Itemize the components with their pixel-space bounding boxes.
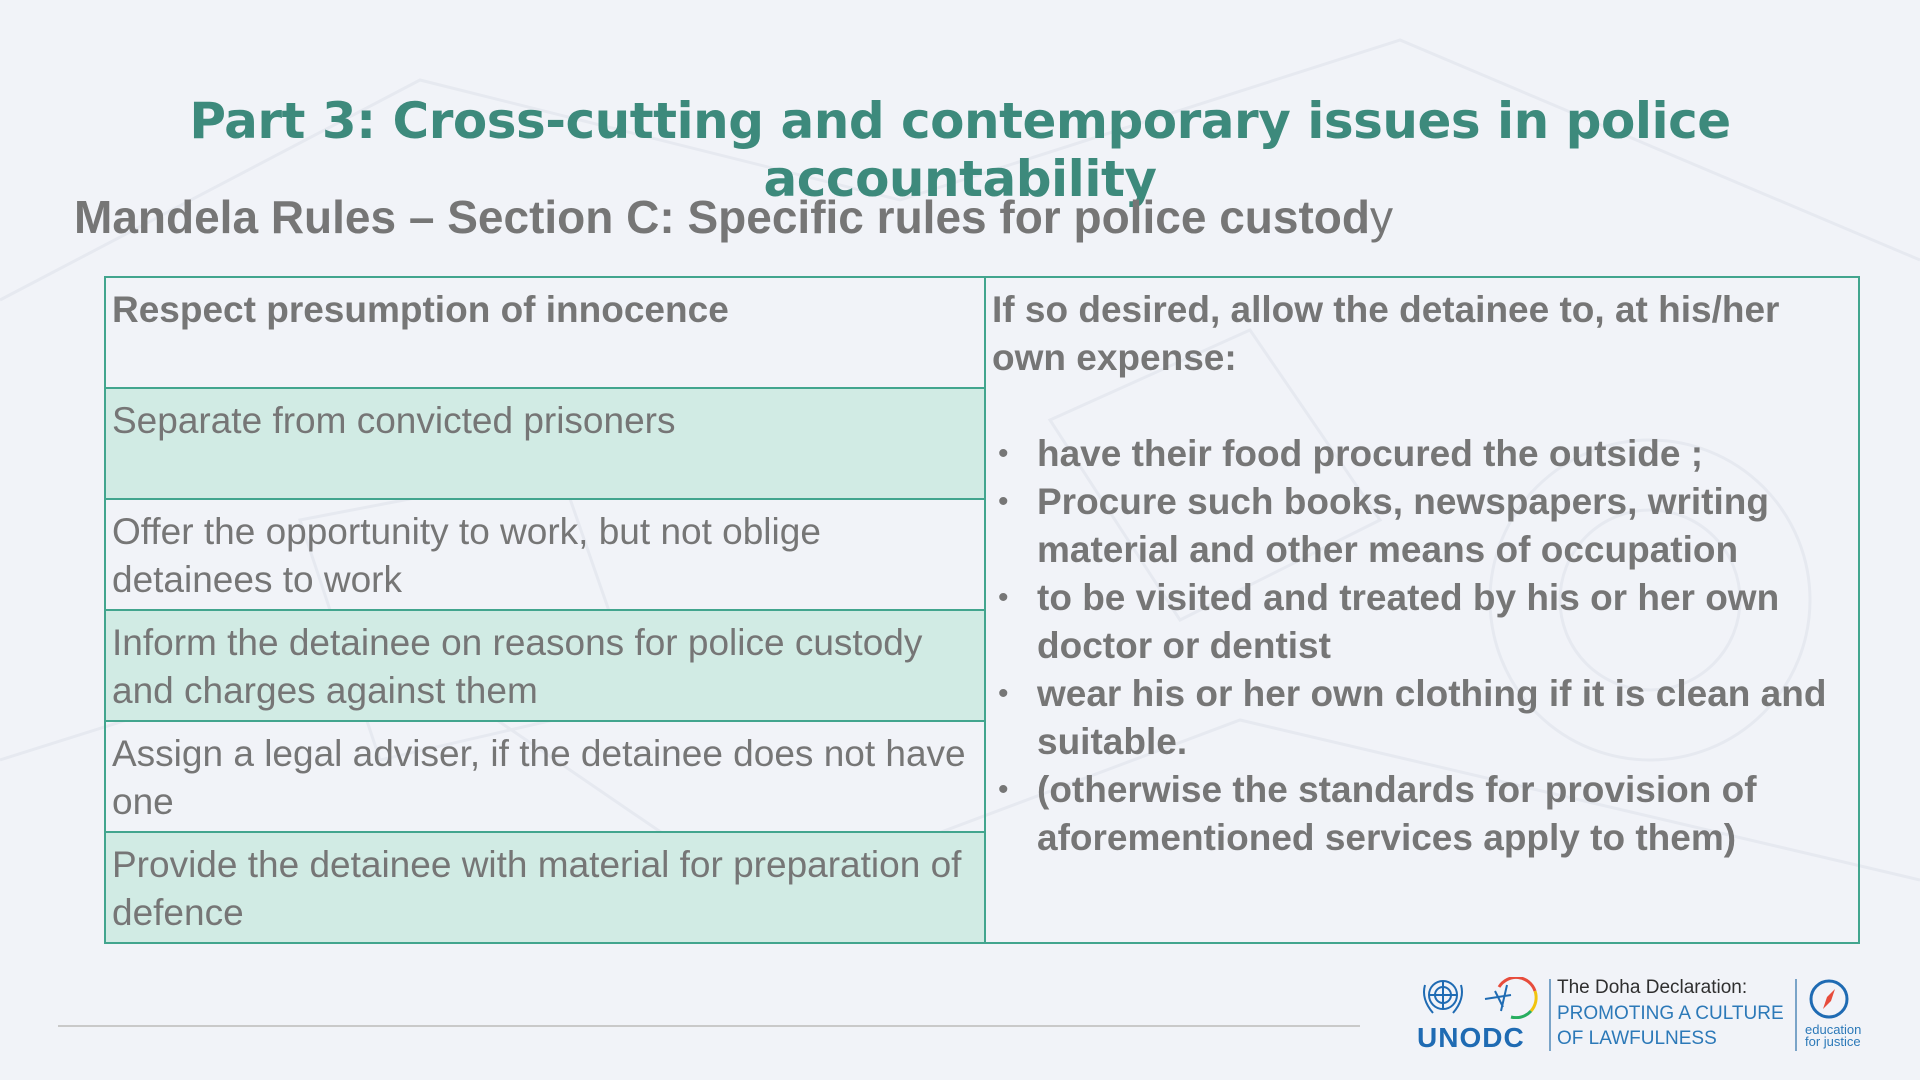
bullet-text: Procure such books, newspapers, writing material and other means of occupation (1037, 481, 1769, 570)
footer-logos (1415, 975, 1875, 1055)
e4j-line1: education (1805, 1022, 1862, 1037)
bullet-marker: • (998, 437, 1009, 470)
e4j-line2: for justice (1805, 1034, 1861, 1049)
rule-row-work: Offer the opportunity to work, but not oblige detainees to work (106, 498, 984, 609)
footer-divider (58, 1025, 1360, 1027)
bullet-marker: • (998, 581, 1009, 614)
doha-title: The Doha Declaration: (1557, 977, 1748, 998)
bullet-text: wear his or her own clothing if it is clean and suitable. (1037, 673, 1827, 762)
un-emblem-icon (1419, 975, 1467, 1019)
unodc-logo-text: UNODC (1417, 1022, 1525, 1053)
bullet-text: to be visited and treated by his or her own doctor or dentist (1037, 577, 1780, 666)
bullet-marker: • (998, 677, 1009, 710)
rule-row-presumption: Respect presumption of innocence (112, 289, 729, 330)
bullet-item (992, 478, 1850, 574)
bullet-marker: • (998, 485, 1009, 518)
rule-row-defence-material: Provide the detainee with material for preparation of defence (106, 831, 984, 942)
bullet-item (992, 574, 1850, 670)
rule-row-separate: Separate from convicted prisoners (106, 387, 984, 498)
doha-line2: OF LAWFULNESS (1557, 1028, 1717, 1049)
slide-title: Part 3: Cross-cutting and contemporary issues in police accountability (189, 92, 1731, 208)
subtitle-main: Mandela Rules – Section C: Specific rules for police custod (74, 191, 1370, 243)
subtitle-tail: y (1369, 191, 1393, 243)
bullet-item (992, 670, 1850, 766)
logo-divider (1795, 979, 1797, 1051)
rules-right-column (986, 278, 1858, 942)
right-heading: If so desired, allow the detainee to, at his/her own expense: (992, 289, 1780, 378)
bullet-text: (otherwise the standards for provision of aforementioned services apply to them) (1037, 769, 1757, 858)
logo-divider (1549, 979, 1551, 1051)
rule-row-legal-adviser: Assign a legal adviser, if the detainee does not have one (106, 720, 984, 831)
compass-icon (1807, 977, 1851, 1021)
doha-line1: PROMOTING A CULTURE (1557, 1003, 1784, 1024)
bullet-item (992, 430, 1850, 478)
bullet-marker: • (998, 773, 1009, 806)
rule-row-inform: Inform the detainee on reasons for police custody and charges against them (106, 609, 984, 720)
rules-left-column (106, 278, 986, 942)
doha-emblem-icon (1481, 977, 1539, 1019)
slide-subtitle (74, 190, 1393, 244)
bullet-item (992, 766, 1850, 862)
right-bullet-list (992, 430, 1850, 862)
rules-table (104, 276, 1860, 944)
bullet-text: have their food procured the outside ; (1037, 433, 1704, 474)
